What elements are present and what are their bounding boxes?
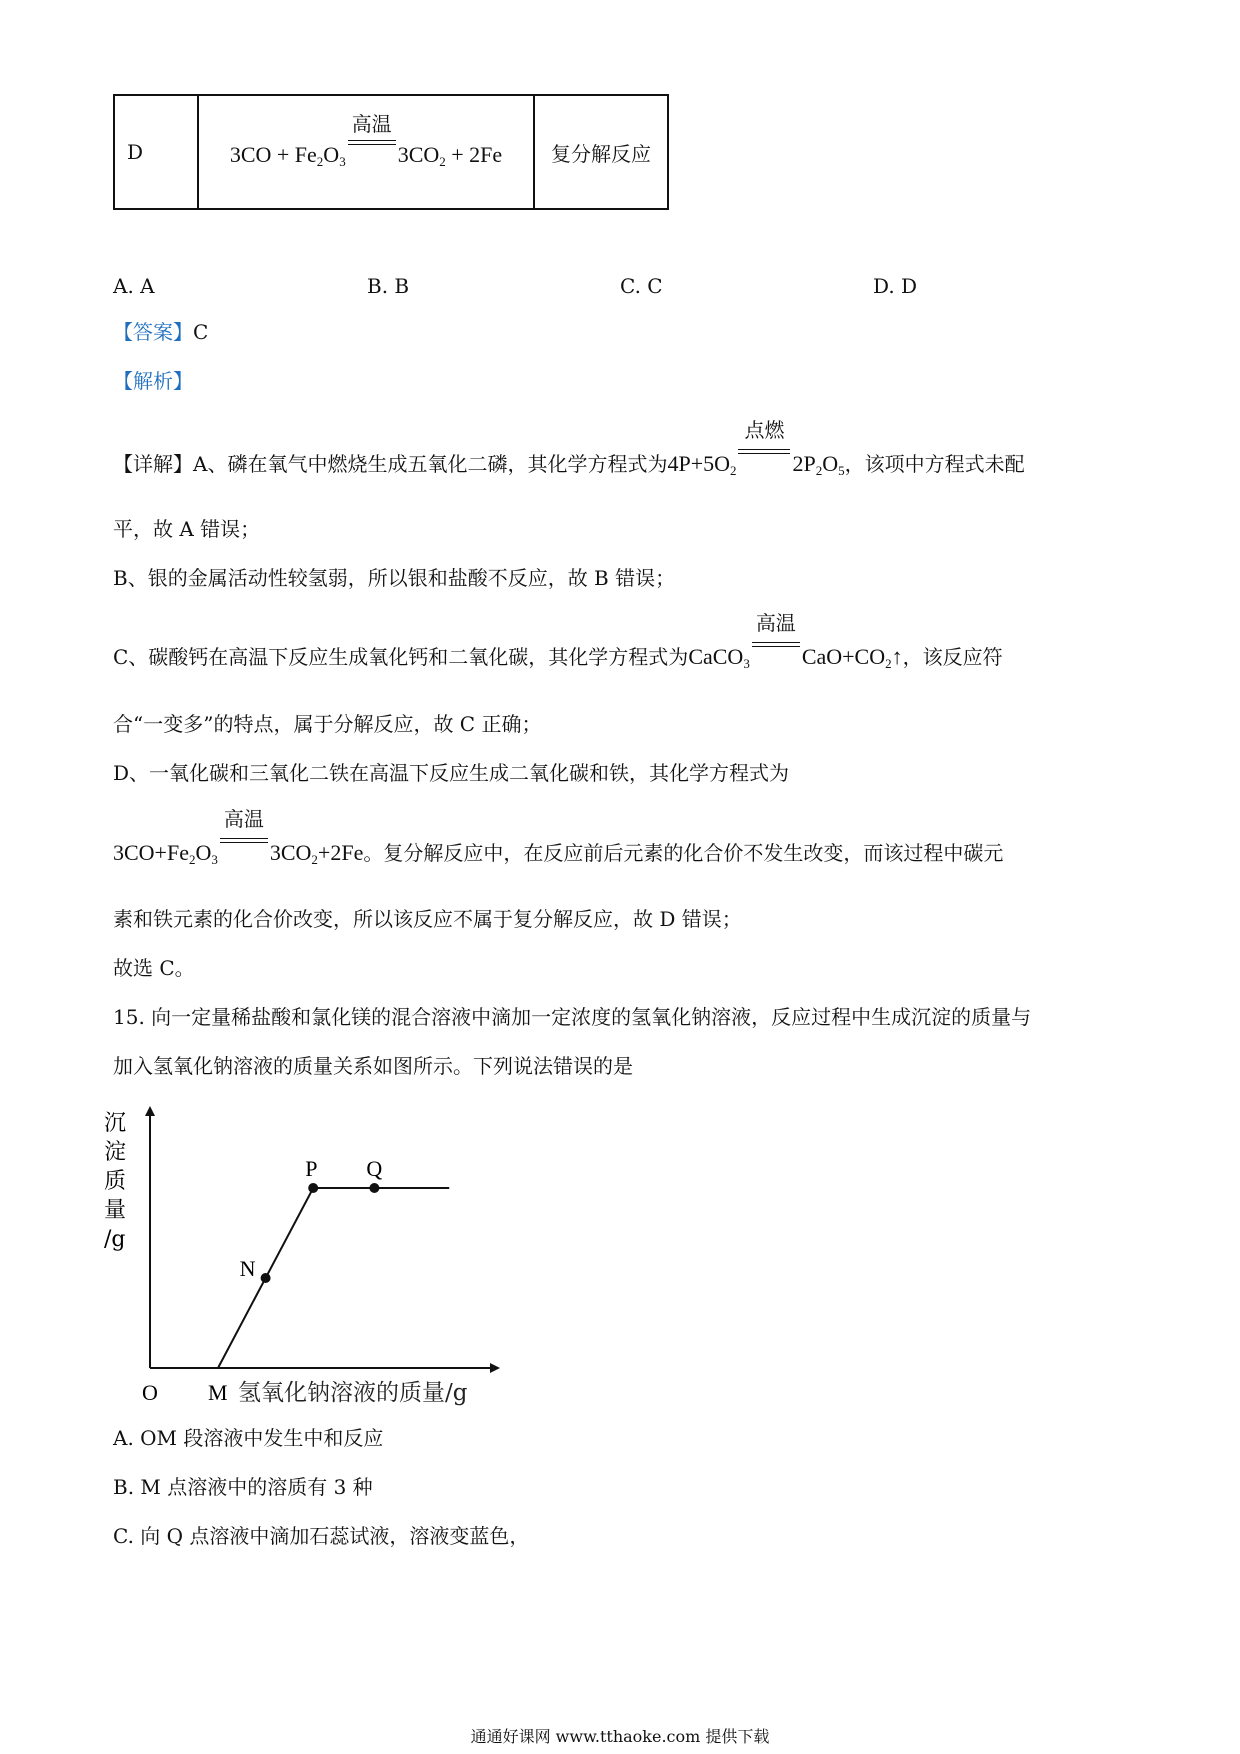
equation-a: $4P+5O_2$ 点燃 $2P_2O_5$ <box>667 420 845 478</box>
row-label: D <box>114 95 198 209</box>
question15-line2: 加入氢氧化钠溶液的质量关系如图所示。下列说法错误的是 <box>113 1054 633 1078</box>
question15-line1: 15. 向一定量稀盐酸和氯化镁的混合溶液中滴加一定浓度的氢氧化钠溶液，反应过程中生成沉淀的质量与 <box>113 1005 1032 1029</box>
option-a: A. A <box>113 274 155 298</box>
choice-a: A. OM 段溶液中发生中和反应 <box>113 1426 384 1450</box>
row-equation <box>198 95 534 209</box>
row-reaction-type: 复分解反应 <box>534 95 668 209</box>
answer-label: 【答案】 <box>113 320 193 344</box>
detail-d-line1: D、一氧化碳和三氧化二铁在高温下反应生成二氧化碳和铁，其化学方程式为 <box>113 761 790 785</box>
y-axis-label-char: 质 <box>104 1169 127 1194</box>
options-table <box>113 94 669 210</box>
footer: 通通好课网 www.tthaoke.com 提供下载 <box>470 1727 770 1746</box>
y-axis-label-char: 量 <box>104 1198 127 1223</box>
detail-d-tail: 。复分解反应中，在反应前后元素的化合价不发生改变，而该过程中碳元 <box>363 841 1004 865</box>
answer-value: C <box>193 320 209 344</box>
option-d: D. D <box>873 274 918 298</box>
precipitation-chart <box>100 1100 520 1420</box>
detail-c-line <box>113 613 1003 678</box>
data-point-p <box>308 1183 318 1193</box>
equation: $3CO + Fe_2O_3$ 高温 $3CO_2 + 2Fe$ <box>229 114 503 169</box>
equation-d: $3CO+Fe_2O_3$ 高温 $3CO_2+2Fe$ <box>113 809 364 867</box>
detail-label: 【详解】 <box>113 452 193 476</box>
point-label-p: P <box>305 1156 318 1181</box>
detail-c-line2: 合“一变多”的特点，属于分解反应，故 C 正确； <box>113 712 542 736</box>
x-axis-label: 氢氧化钠溶液的质量/g <box>238 1380 468 1406</box>
data-point-q <box>369 1183 379 1193</box>
point-label-n: N <box>239 1256 256 1281</box>
option-b: B. B <box>367 274 410 298</box>
option-c: C. C <box>620 274 663 298</box>
detail-d-line3: 素和铁元素的化合价改变，所以该反应不属于复分解反应，故 D 错误； <box>113 907 742 931</box>
condition-sign: 点燃 <box>738 443 790 471</box>
origin-label: O <box>142 1380 158 1405</box>
detail-d-line2 <box>113 809 1004 874</box>
condition-sign: 高温 <box>348 134 396 162</box>
choice-c: C. 向 Q 点溶液中滴加石蕊试液，溶液变蓝色， <box>113 1524 530 1548</box>
choice-b: B. M 点溶液中的溶质有 3 种 <box>113 1475 373 1499</box>
condition-sign: 高温 <box>220 832 268 860</box>
y-axis-label-char: /g <box>104 1227 126 1252</box>
detail-a-line2: 平，故 A 错误； <box>113 517 261 541</box>
point-label-m: M <box>208 1380 228 1405</box>
detail-a-text: A、磷在氧气中燃烧生成五氧化二磷，其化学方程式为 <box>193 452 668 476</box>
detail-a-line <box>113 420 1025 485</box>
y-axis-label-char: 淀 <box>104 1140 127 1165</box>
gas-arrow-icon: ↑ <box>891 644 903 669</box>
data-point-n <box>261 1273 271 1283</box>
detail-c-text: C、碳酸钙在高温下反应生成氧化钙和二氧化碳，其化学方程式为 <box>113 645 689 669</box>
detail-a-tail: ，该项中方程式未配 <box>844 452 1025 476</box>
y-axis-label <box>104 1111 126 1252</box>
conclusion: 故选 C。 <box>113 956 195 980</box>
analysis-label: 【解析】 <box>113 369 193 393</box>
y-axis-label-char: 沉 <box>104 1111 127 1136</box>
detail-c-tail: ，该反应符 <box>902 645 1003 669</box>
table-row <box>114 95 668 209</box>
detail-b-line: B、银的金属活动性较氢弱，所以银和盐酸不反应，故 B 错误； <box>113 566 676 590</box>
analysis-heading <box>113 367 193 395</box>
equation-c: CaCO$_3$ 高温 $CaO+CO_2↑$ <box>688 613 903 671</box>
point-label-q: Q <box>366 1156 383 1181</box>
answer-line <box>113 318 208 346</box>
condition-sign: 高温 <box>752 636 800 664</box>
